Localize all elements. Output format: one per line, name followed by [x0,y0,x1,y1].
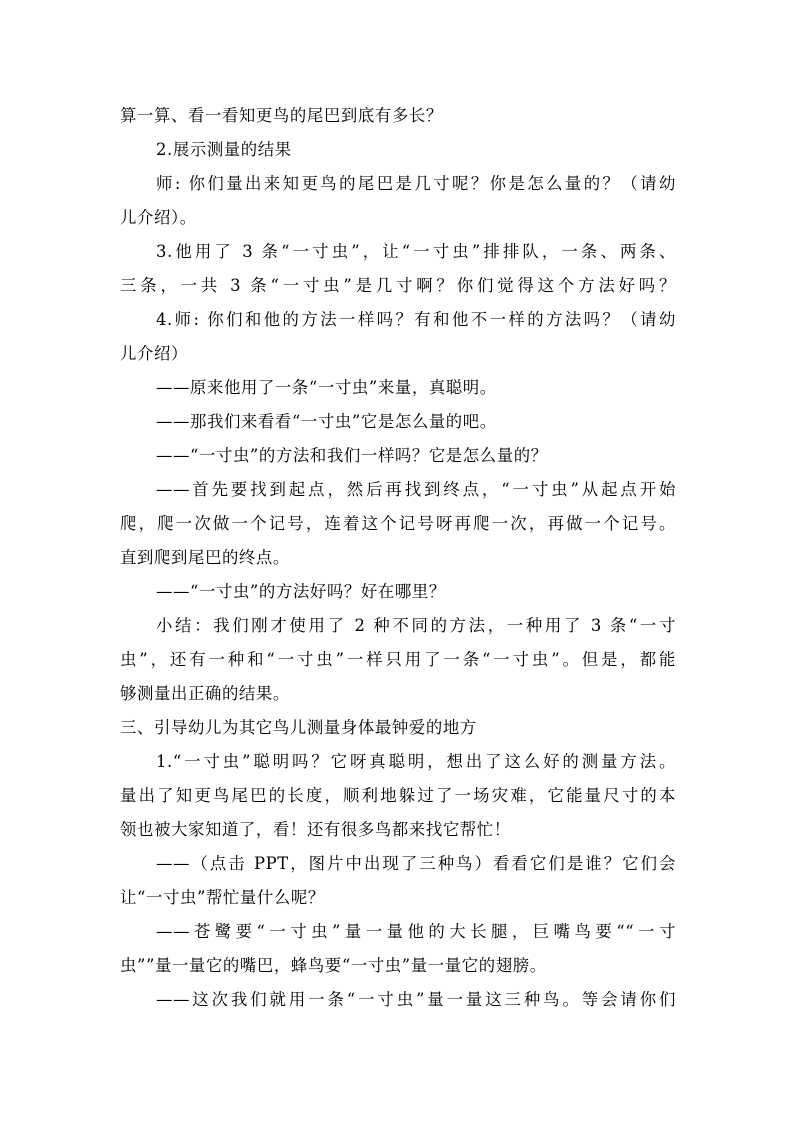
text-line: 算一算、看一看知更鸟的尾巴到底有多长？ [120,106,443,125]
text-line: ——（点击 PPT，图片中出现了三种鸟）看看它们是谁？它们会 [156,854,676,873]
text-line: 直到爬到尾巴的终点。 [120,548,290,567]
text-line: ——原来他用了一条“一寸虫”来量，真聪明。 [156,378,497,397]
text-line: 量出了知更鸟尾巴的长度，顺利地躲过了一场灾难，它能量尺寸的本 [120,786,676,805]
summary-line: 够测量出正确的结果。 [120,684,290,703]
summary-line: 小结：我们刚才使用了 2 种不同的方法，一种用了 3 条“一寸 [156,616,676,635]
text-line: 虫””量一量它的嘴巴，蜂鸟要“一寸虫”量一量它的翅膀。 [120,956,547,975]
text-line: 爬，爬一次做一个记号，连着这个记号呀再爬一次，再做一个记号。 [120,514,676,533]
text-line: 1.“一寸虫”聪明吗？它呀真聪明，想出了这么好的测量方法。 [156,752,676,771]
text-line: ——这次我们就用一条“一寸虫”量一量这三种鸟。等会请你们 [156,990,676,1009]
text-line: ——“一寸虫”的方法好吗？好在哪里？ [156,582,446,601]
text-line: ——“一寸虫”的方法和我们一样吗？它是怎么量的？ [156,446,548,465]
text-line: 儿介绍）。 [120,208,197,227]
summary-line: 虫”，还有一种和“一寸虫”一样只用了一条“一寸虫”。但是，都能 [120,650,676,669]
text-line: ——首先要找到起点，然后再找到终点，“一寸虫”从起点开始 [156,480,676,499]
text-line: 领也被大家知道了，看！还有很多鸟都来找它帮忙！ [120,820,511,839]
text-line: 三条，一共 3 条“一寸虫”是几寸啊？你们觉得这个方法好吗？ [120,276,676,295]
text-line: 4.师: 你们和他的方法一样吗？有和他不一样的方法吗？（请幼 [156,310,676,329]
text-line: 3.他用了 3 条“一寸虫”，让“一寸虫”排排队，一条、两条、 [156,242,676,261]
section-heading: 三、引导幼儿为其它鸟儿测量身体最钟爱的地方 [120,718,477,737]
section-heading: 2.展示测量的结果 [156,140,292,159]
text-line: 师: 你们量出来知更鸟的尾巴是几寸呢？你是怎么量的？（请幼 [156,174,676,193]
text-line: 让“一寸虫”帮忙量什么呢？ [120,888,325,907]
text-line: 儿介绍） [120,344,188,363]
text-line: ——那我们来看看“一寸虫”它是怎么量的吧。 [156,412,497,431]
text-line: ——苍鹭要“一寸虫”量一量他的大长腿，巨嘴鸟要““一寸 [156,922,676,941]
